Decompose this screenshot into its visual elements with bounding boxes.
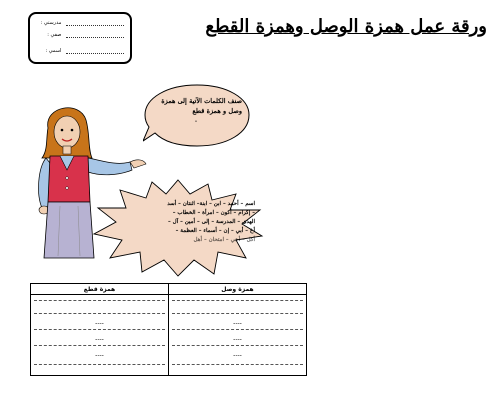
- table-row: [31, 359, 307, 376]
- class-label: صفي :: [47, 32, 62, 38]
- answer-cell-qat[interactable]: ----: [31, 311, 169, 327]
- student-info-box: [28, 12, 132, 64]
- header-hamzat-wasl: همزة وصل: [169, 284, 307, 295]
- table-row: [31, 327, 307, 343]
- word-bank-line: الهدى – المدرسة – إلى – أمين – آل –: [167, 219, 255, 225]
- answer-cell-qat[interactable]: [31, 295, 169, 312]
- answer-cell-qat[interactable]: ----: [31, 327, 169, 343]
- word-bank-line: أكل – أخي – امتحان – أهل: [193, 237, 255, 243]
- classification-table: [30, 283, 307, 376]
- word-bank-text: [120, 200, 255, 245]
- table-header-row: [31, 284, 307, 295]
- table-row: [31, 343, 307, 359]
- name-blank: [66, 53, 124, 54]
- bubble-instruction: [150, 96, 242, 126]
- table-row: [31, 295, 307, 312]
- word-bank-line: – إكرام – أكون – امرأة – الخطاب –: [172, 210, 255, 216]
- answer-cell-qat[interactable]: [31, 359, 169, 376]
- school-label: مدرستي :: [40, 20, 62, 26]
- word-bank-line: أخ – أبي – إن – أسماء – العظمة –: [175, 228, 255, 234]
- answer-cell-wasl[interactable]: [169, 295, 307, 312]
- answer-cell-wasl[interactable]: ----: [169, 327, 307, 343]
- answer-cell-qat[interactable]: ----: [31, 343, 169, 359]
- class-field[interactable]: [47, 32, 124, 38]
- bubble-text: صنف الكلمات الآتية إلى همزة وصل و همزة قطع: [161, 97, 242, 115]
- name-field[interactable]: [45, 48, 124, 54]
- school-field[interactable]: [41, 20, 124, 26]
- answer-cell-wasl[interactable]: ----: [169, 343, 307, 359]
- answer-cell-wasl[interactable]: ----: [169, 311, 307, 327]
- name-label: اسمي :: [45, 48, 62, 54]
- header-hamzat-qat: همزة قطع: [31, 284, 169, 295]
- table-row: [31, 311, 307, 327]
- worksheet-title: ورقة عمل همزة الوصل وهمزة القطع: [205, 16, 487, 37]
- school-blank: [66, 25, 124, 26]
- answer-cell-wasl[interactable]: [169, 359, 307, 376]
- bubble-dot: ٠: [194, 117, 198, 125]
- word-bank-line: اسم – أحمد – ابن – ابنة– اثنتان – أسد: [167, 201, 255, 207]
- class-blank: [66, 37, 124, 38]
